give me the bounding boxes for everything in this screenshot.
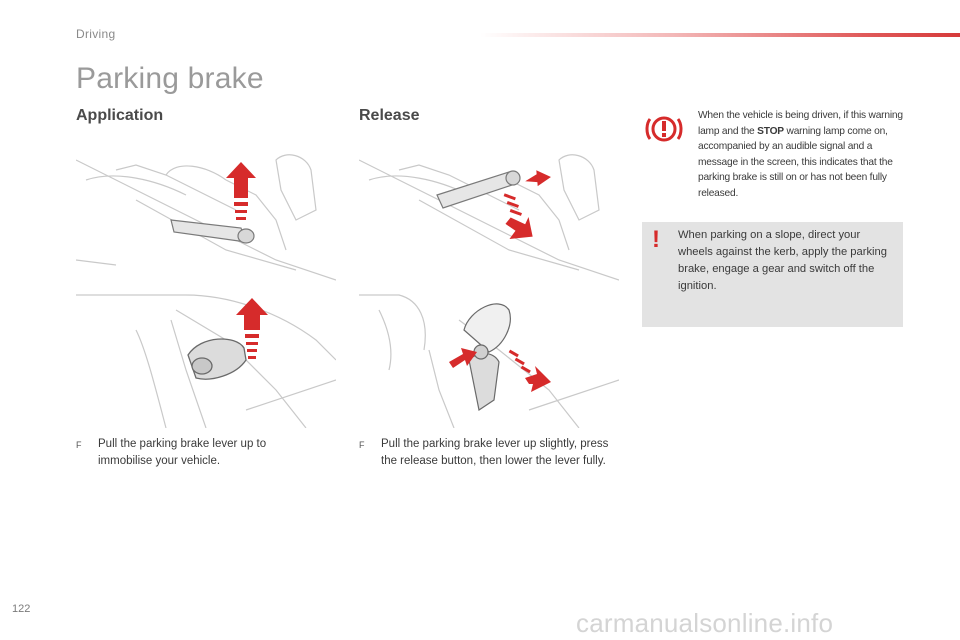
application-heading: Application	[76, 107, 164, 124]
application-instruction-text: Pull the parking brake lever up to immobilise your vehicle.	[98, 438, 267, 467]
watermark: carmanualsonline.info	[576, 608, 834, 638]
page-title: Parking brake	[76, 62, 264, 95]
release-handle-illustration	[359, 290, 619, 428]
warning-text-part2: warning lamp come on, accompanied by an audible signal and a message in the screen, this indicates that the parking brake is still on or has not been fully released.	[698, 125, 893, 199]
release-lever-illustration	[359, 150, 619, 285]
bullet-mark: F	[359, 440, 365, 450]
release-instruction	[359, 436, 609, 470]
release-instruction-text: Pull the parking brake lever up slightly, press the release button, then lower the lever fully.	[381, 438, 609, 467]
note-exclamation-icon: !	[652, 226, 660, 253]
stop-lamp-label: STOP	[757, 125, 784, 137]
bullet-mark: F	[76, 440, 82, 450]
brake-warning-lamp-icon	[644, 112, 684, 146]
application-lever-illustration	[76, 150, 336, 285]
section-label: Driving	[76, 27, 116, 41]
application-instruction	[76, 436, 316, 470]
warning-text	[698, 108, 908, 202]
release-heading: Release	[359, 107, 420, 124]
application-handle-illustration	[76, 290, 336, 428]
header-rule	[480, 33, 960, 37]
page-number: 122	[12, 603, 31, 615]
note-text: When parking on a slope, direct your wheels against the kerb, apply the parking brake, engage a gear and switch off the ignition.	[678, 229, 887, 292]
warning-text-part1: When the vehicle is being driven, if this warning lamp and the	[698, 110, 903, 137]
